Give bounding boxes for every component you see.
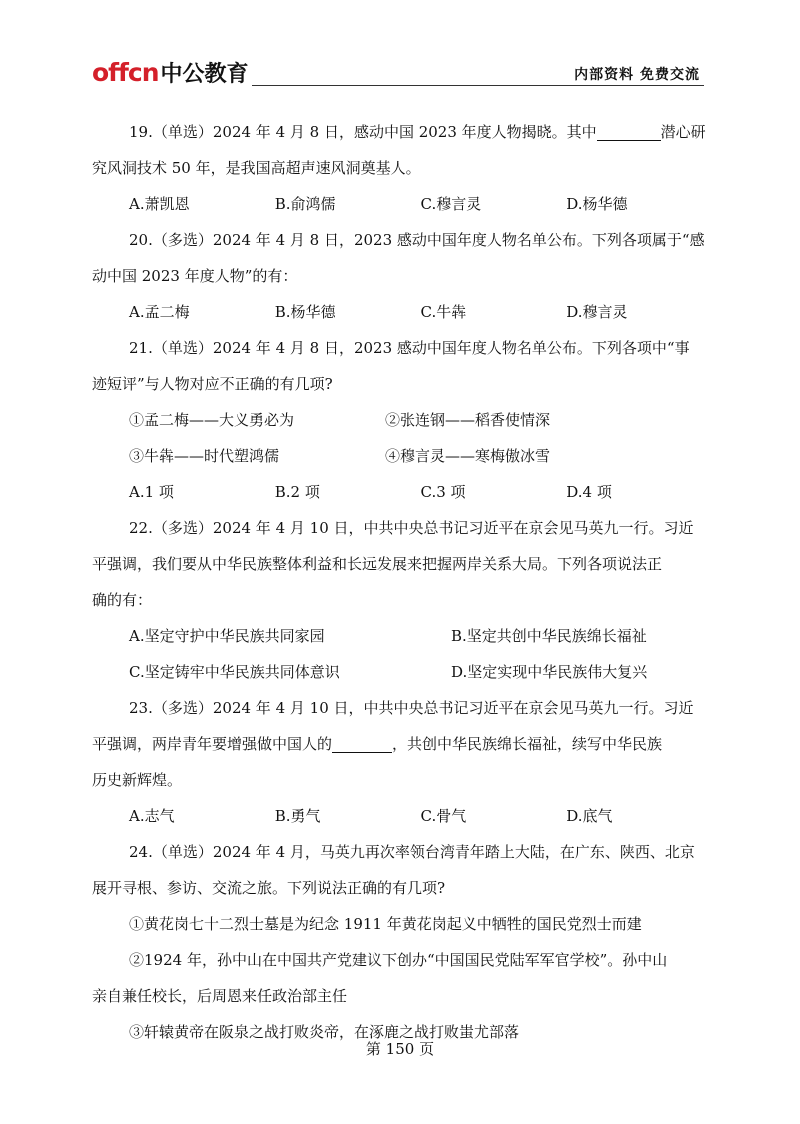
answer-blank [597, 124, 661, 141]
q21-stem-line2: 迹短评”与人物对应不正确的有几项? [92, 375, 333, 393]
option-c: C.骨气 [420, 807, 467, 825]
q22-stem-line2: 平强调，我们要从中华民族整体利益和长远发展来把握两岸关系大局。下列各项说法正 [92, 555, 663, 573]
option-d: D.底气 [566, 807, 613, 825]
option-d: D.穆言灵 [566, 303, 628, 321]
q19-options [92, 186, 712, 222]
q24-stem-line1: 24.（单选）2024 年 4 月，马英九再次率领台湾青年踏上大陆，在广东、陕西、北京 [129, 843, 695, 861]
page-header [92, 58, 704, 88]
option-c: C.穆言灵 [420, 195, 482, 213]
q23-stem-line1: 23.（多选）2024 年 4 月 10 日，中共中央总书记习近平在京会见马英九一行。习近 [129, 699, 694, 717]
q22-options-row2 [92, 654, 712, 690]
answer-blank [332, 736, 392, 753]
header-rule [252, 85, 704, 86]
q20-stem-line2: 动中国 2023 年度人物”的有： [92, 267, 298, 285]
option-a: A.萧凯恩 [129, 195, 190, 213]
q22-stem-line3: 确的有： [92, 591, 153, 609]
q21-item-4: ④穆言灵——寒梅傲冰雪 [385, 447, 551, 465]
option-b: B.勇气 [274, 807, 321, 825]
q20-stem-line1: 20.（多选）2024 年 4 月 8 日，2023 感动中国年度人物名单公布。下列各项属于“感 [129, 231, 705, 249]
q24-item-2-cont: 亲自兼任校长，后周恩来任政治部主任 [92, 987, 348, 1005]
page-number: 第 150 页 [365, 1040, 435, 1058]
option-c: C.3 项 [420, 483, 466, 501]
logo-english: offcn [92, 58, 159, 87]
option-d: D.杨华德 [566, 195, 628, 213]
q20-options [92, 294, 712, 330]
option-a: A.坚定守护中华民族共同家园 [129, 627, 325, 645]
q24-stem-line2: 展开寻根、参访、交流之旅。下列说法正确的有几项? [92, 879, 446, 897]
q21-items-row1 [92, 402, 712, 438]
q19-stem-line1: 19.（单选）2024 年 4 月 8 日，感动中国 2023 年度人物揭晓。其中 潜心研 [129, 123, 706, 141]
option-b: B.2 项 [274, 483, 320, 501]
header-note: 内部资料 免费交流 [574, 67, 700, 83]
q23-options [92, 798, 712, 834]
q21-item-1: ①孟二梅——大义勇必为 [129, 411, 295, 429]
q23-stem-line3: 历史新辉煌。 [92, 771, 183, 789]
option-d: D.坚定实现中华民族伟大复兴 [451, 663, 648, 681]
q19-stem-line2: 究风洞技术 50 年，是我国高超声速风洞奠基人。 [92, 159, 421, 177]
option-c: C.牛犇 [420, 303, 467, 321]
q21-items-row2 [92, 438, 712, 474]
offcn-logo [92, 58, 249, 88]
option-b: B.俞鸿儒 [274, 195, 336, 213]
q21-stem-line1: 21.（单选）2024 年 4 月 8 日，2023 感动中国年度人物名单公布。下列各项中“事 [129, 339, 690, 357]
q21-item-2: ②张连钢——稻香使情深 [385, 411, 551, 429]
option-b: B.杨华德 [274, 303, 336, 321]
q22-stem-line1: 22.（多选）2024 年 4 月 10 日，中共中央总书记习近平在京会见马英九一行。习近 [129, 519, 694, 537]
q22-options-row1 [92, 618, 712, 654]
q24-item-3: ③轩辕黄帝在阪泉之战打败炎帝，在涿鹿之战打败蚩尤部落 [129, 1023, 520, 1041]
q24-item-2: ②1924 年，孙中山在中国共产党建议下创办“中国国民党陆军军官学校”。孙中山 [129, 951, 668, 969]
option-d: D.4 项 [566, 483, 612, 501]
q23-stem-line2: 平强调，两岸青年要增强做中国人的 ，共创中华民族绵长福祉，续写中华民族 [92, 735, 663, 753]
q21-item-3: ③牛犇——时代塑鸿儒 [129, 447, 280, 465]
q24-item-1: ①黄花岗七十二烈士墓是为纪念 1911 年黄花岗起义中牺牲的国民党烈士而建 [129, 915, 642, 933]
page-body [92, 114, 712, 1050]
option-a: A.1 项 [129, 483, 174, 501]
logo-chinese: 中公教育 [160, 62, 249, 87]
option-c: C.坚定铸牢中华民族共同体意识 [129, 663, 340, 681]
option-a: A.志气 [129, 807, 175, 825]
q21-options [92, 474, 712, 510]
option-a: A.孟二梅 [129, 303, 190, 321]
option-b: B.坚定共创中华民族绵长福祉 [451, 627, 647, 645]
